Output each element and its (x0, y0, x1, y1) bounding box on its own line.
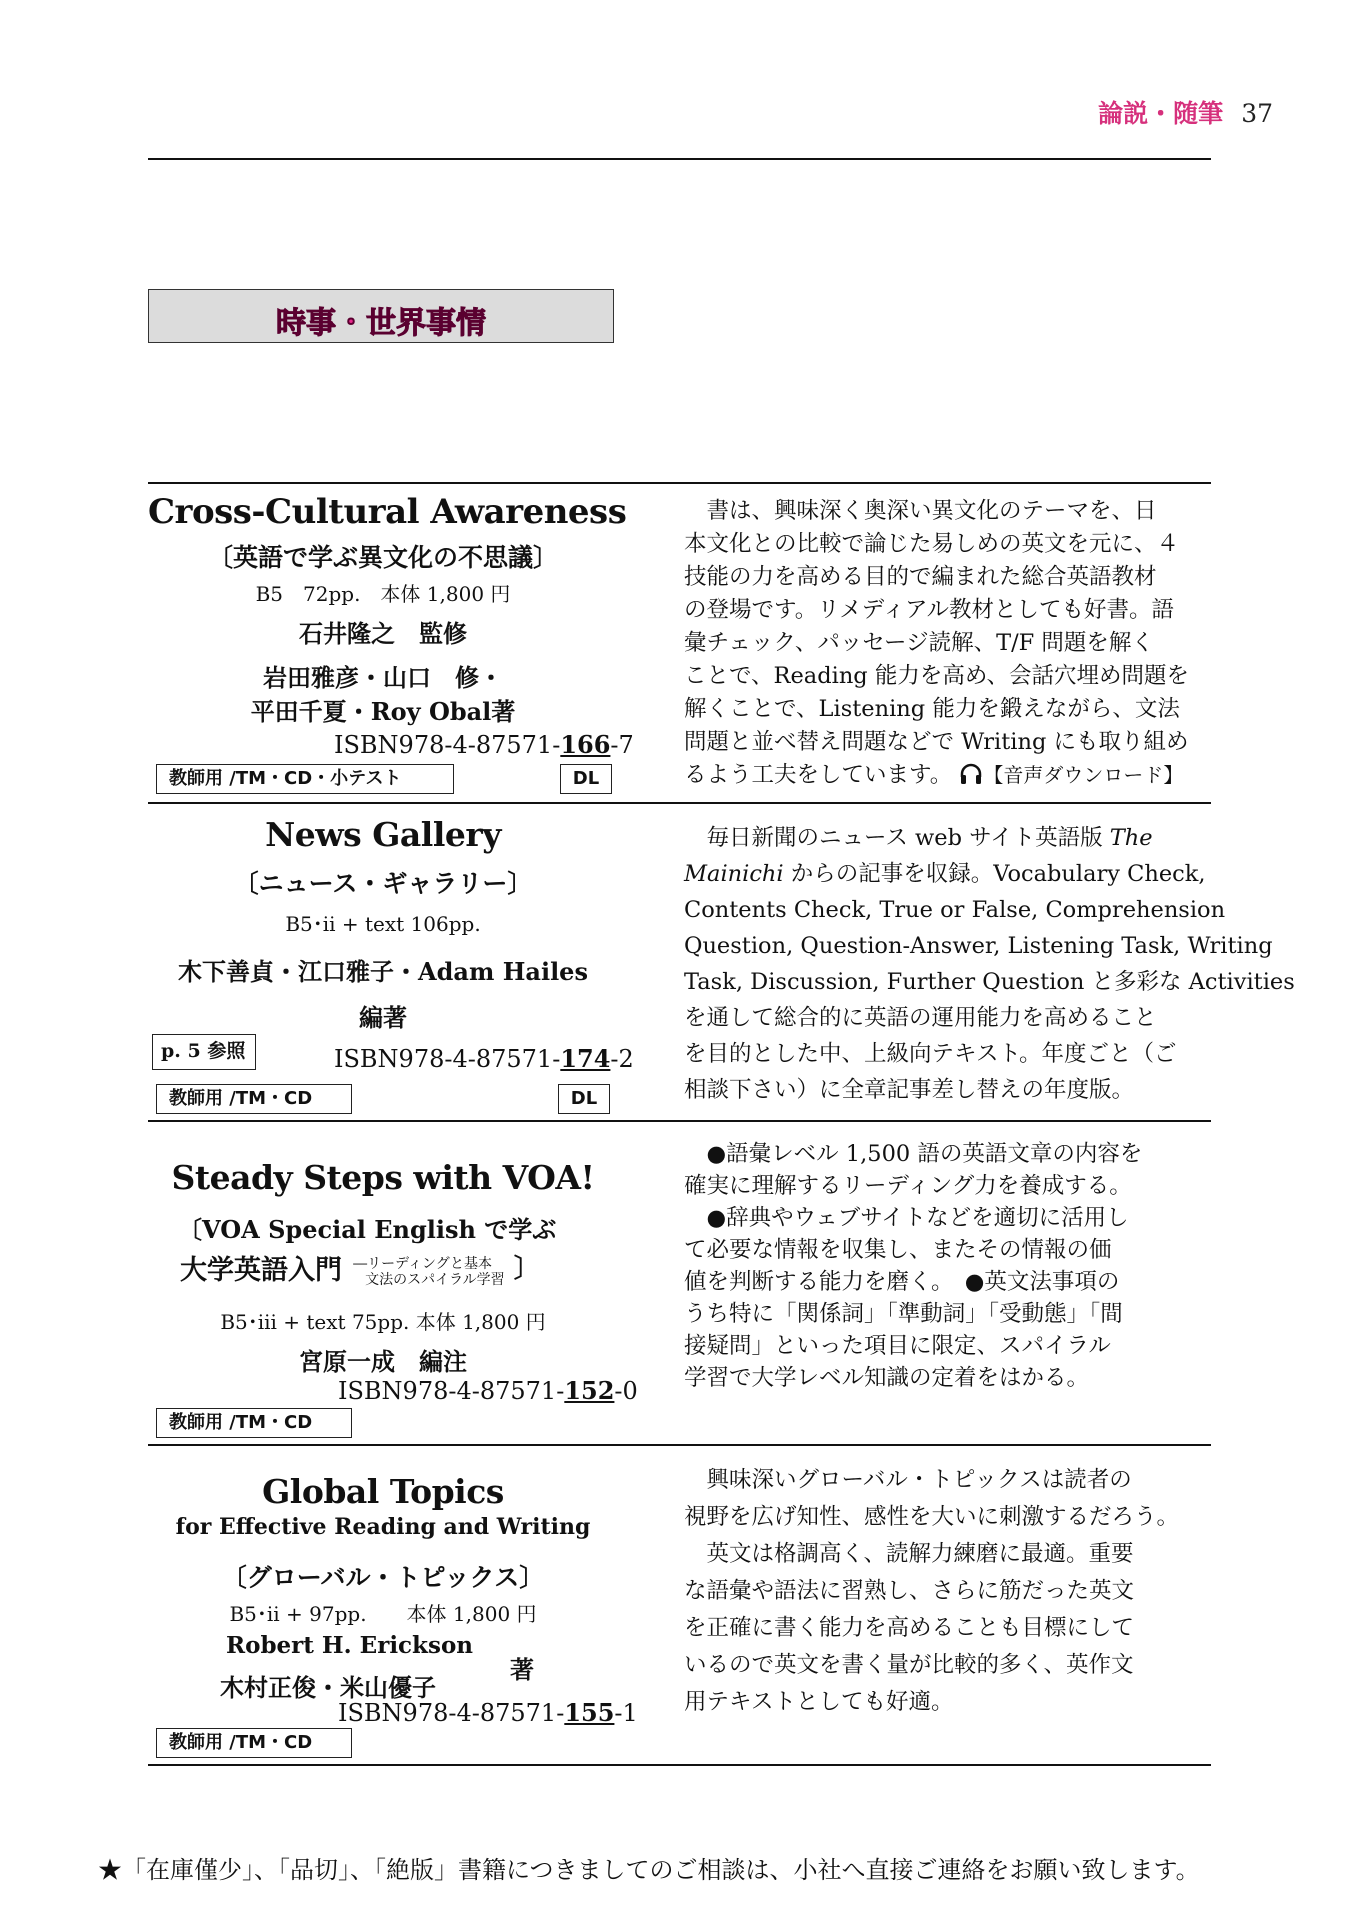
desc-line: ●語彙レベル 1,500 語の英語文章の内容を (684, 1141, 1143, 1167)
desc-line: な語彙や語法に習熟し、さらに筋だった英文 (684, 1578, 1135, 1604)
book3-subtitle: 〔VOA Special English で学ぶ (178, 1215, 557, 1244)
isbn-code: 155 (564, 1698, 615, 1727)
desc-text: からの記事を収録。Vocabulary Check, (783, 861, 1206, 887)
isbn-prefix: ISBN978-4-87571- (334, 1045, 561, 1073)
book2-authors-ja: 木下善貞・江口雅子・ (178, 958, 419, 986)
book1-role: 著 (491, 698, 516, 726)
headphones-icon (959, 763, 983, 785)
book4-author-ja: 木村正俊・米山優子 (220, 1674, 436, 1702)
isbn-code: 174 (560, 1044, 611, 1073)
desc-line: Task, Discussion, Further Question と多彩な Activities (684, 969, 1295, 995)
desc-line: の登場です。リメディアル教材としても好書。語 (684, 597, 1175, 623)
book4-subtitle: 〔グローバル・トピックス〕 (221, 1563, 545, 1592)
book1-description (684, 495, 1212, 792)
entry-rule (148, 802, 1211, 804)
book2-title: News Gallery (265, 815, 501, 854)
book2-description (684, 820, 1295, 1108)
book4-teacher-tag: 教師用 /TM・CD (156, 1728, 352, 1758)
header-rule (148, 158, 1211, 160)
book1-supervisor: 石井隆之 監修 (299, 620, 467, 648)
desc-line: 技能の力を高める目的で編まれた総合英語教材 (684, 564, 1157, 590)
book1-teacher-tag: 教師用 /TM・CD・小テスト (156, 764, 454, 794)
book2-spec: B5･ii + text 106pp. (285, 912, 481, 936)
book1-isbn (334, 730, 634, 759)
desc-line: うち特に「関係詞」「準動詞」「受動態」「間 (684, 1301, 1123, 1327)
book2-page-ref: p. 5 参照 (152, 1034, 256, 1070)
isbn-check: -0 (614, 1377, 638, 1405)
desc-line: Question, Question-Answer, Listening Task, Writing (684, 933, 1273, 959)
desc-line: 解くことで、Listening 能力を鍛えながら、文法 (684, 696, 1180, 722)
entry-rule-top (148, 482, 1211, 484)
book3-subtitle-line1 (178, 1210, 556, 1245)
isbn-code: 152 (564, 1376, 615, 1405)
book4-spec: B5･ii + 97pp. 本体 1,800 円 (229, 1602, 537, 1626)
book3-spec: B5･iii + text 75pp. 本体 1,800 円 (220, 1310, 546, 1334)
note-line: 文法のスパイラル学習 (365, 1272, 505, 1288)
book1-authors-line2 (148, 692, 618, 727)
book3-subtitle-main: 大学英語入門 (180, 1255, 342, 1286)
book2-subtitle: 〔ニュース・ギャラリー〕 (233, 869, 533, 898)
book1-dl-badge: DL (560, 764, 612, 794)
desc-line: 学習で大学レベル知識の定着をはかる。 (684, 1365, 1090, 1391)
book3-teacher-tag: 教師用 /TM・CD (156, 1408, 352, 1438)
desc-italic: Mainichi (684, 861, 784, 887)
book3-note (353, 1256, 505, 1288)
book1-subtitle: 〔英語で学ぶ異文化の不思議〕 (207, 543, 558, 572)
desc-line (684, 820, 1212, 856)
desc-line: 接疑問」といった項目に限定、スパイラル (684, 1333, 1111, 1359)
section-title: 論説・随筆 (1098, 99, 1224, 128)
category-banner (148, 289, 614, 343)
desc-line: 確実に理解するリーディング力を養成する。 (684, 1173, 1132, 1199)
isbn-check: -7 (610, 731, 634, 759)
book4-title2: for Effective Reading and Writing (175, 1514, 591, 1540)
book3-subtitle-close: 〕 (513, 1254, 540, 1284)
book3-description (684, 1138, 1212, 1394)
isbn-prefix: ISBN978-4-87571- (338, 1699, 565, 1727)
book3-author: 宮原一成 編注 (299, 1348, 467, 1376)
book2-authors-en: Adam Hailes (418, 957, 588, 986)
desc-line: 興味深いグローバル・トピックスは読者の (684, 1467, 1132, 1493)
desc-line: 英文は格調高く、読解力練磨に最適。重要 (684, 1541, 1134, 1567)
isbn-prefix: ISBN978-4-87571- (334, 731, 561, 759)
isbn-code: 166 (560, 730, 611, 759)
note-line: ―リーディングと基本 (353, 1256, 492, 1272)
desc-line: 書は、興味深く奥深い異文化のテーマを、日 (684, 498, 1157, 524)
book4-description (684, 1462, 1212, 1721)
desc-line (684, 759, 1212, 792)
book4-author-en: Robert H. Erickson (226, 1632, 474, 1659)
book4-isbn (338, 1698, 638, 1727)
book1-authors-line1: 岩田雅彦・山口 修・ (263, 664, 503, 692)
desc-text: 毎日新聞のニュース web サイト英語版 (684, 825, 1110, 851)
isbn-check: -2 (610, 1045, 634, 1073)
isbn-prefix: ISBN978-4-87571- (338, 1377, 565, 1405)
book4-title: Global Topics (262, 1472, 504, 1511)
desc-line: 問題と並べ替え問題などで Writing にも取り組め (684, 729, 1189, 755)
footer-note: ★「在庫僅少」、「品切」、「絶版」書籍につきましてのご相談は、小社へ直接ご連絡をお願い致します。 (98, 1856, 1200, 1884)
book1-spec: B5 72pp. 本体 1,800 円 (255, 582, 511, 606)
book1-authors-ja: 平田千夏・ (250, 698, 371, 726)
book2-isbn (334, 1044, 634, 1073)
desc-line: 本文化との比較で論じた易しめの英文を元に、４ (684, 531, 1180, 557)
desc-line: 視野を広げ知性、感性を大いに刺激するだろう。 (684, 1504, 1180, 1530)
page-number: 37 (1241, 99, 1273, 128)
desc-line: を通して総合的に英語の運用能力を高めること (684, 1005, 1157, 1031)
entry-rule (148, 1444, 1211, 1446)
desc-line: 彙チェック、パッセージ読解、T/F 問題を解く (684, 630, 1154, 656)
book3-title: Steady Steps with VOA! (171, 1158, 595, 1197)
book2-dl-badge: DL (558, 1084, 610, 1114)
desc-line: 用テキストとしても好適。 (684, 1689, 954, 1715)
book4-role: 著 (510, 1656, 534, 1684)
desc-line: ●辞典やウェブサイトなどを適切に活用し (684, 1205, 1129, 1231)
isbn-check: -1 (614, 1699, 638, 1727)
book3-subtitle-line2 (180, 1248, 540, 1288)
book2-role: 編著 (359, 1004, 407, 1032)
desc-line: て必要な情報を収集し、またその情報の価 (684, 1237, 1112, 1263)
desc-line: を目的とした中、上級向テキスト。年度ごと（ご (684, 1041, 1177, 1067)
desc-line: 値を判断する能力を磨く。 ●英文法事項の (684, 1269, 1120, 1295)
desc-text: るよう工夫をしています。 (684, 762, 953, 788)
book1-authors-en: Roy Obal (370, 697, 492, 726)
category-title: 時事・世界事情 (276, 306, 486, 341)
desc-line: いるので英文を書く量が比較的多く、英作文 (684, 1652, 1134, 1678)
entry-rule (148, 1120, 1211, 1122)
desc-line (684, 856, 1212, 892)
download-label: 【音声ダウンロード】 (983, 763, 1184, 787)
desc-italic: The (1109, 825, 1153, 851)
book1-title: Cross-Cultural Awareness (148, 492, 627, 532)
book2-authors (148, 952, 618, 987)
desc-line: を正確に書く能力を高めることも目標にして (684, 1615, 1135, 1641)
page-header (1098, 94, 1273, 130)
book3-isbn (338, 1376, 638, 1405)
entry-rule-bottom (148, 1764, 1211, 1766)
desc-line: Contents Check, True or False, Comprehension (684, 897, 1226, 923)
desc-line: 相談下さい）に全章記事差し替えの年度版。 (684, 1077, 1135, 1103)
book2-teacher-tag: 教師用 /TM・CD (156, 1084, 352, 1114)
desc-line: ことで、Reading 能力を高め、会話穴埋め問題を (684, 663, 1189, 689)
